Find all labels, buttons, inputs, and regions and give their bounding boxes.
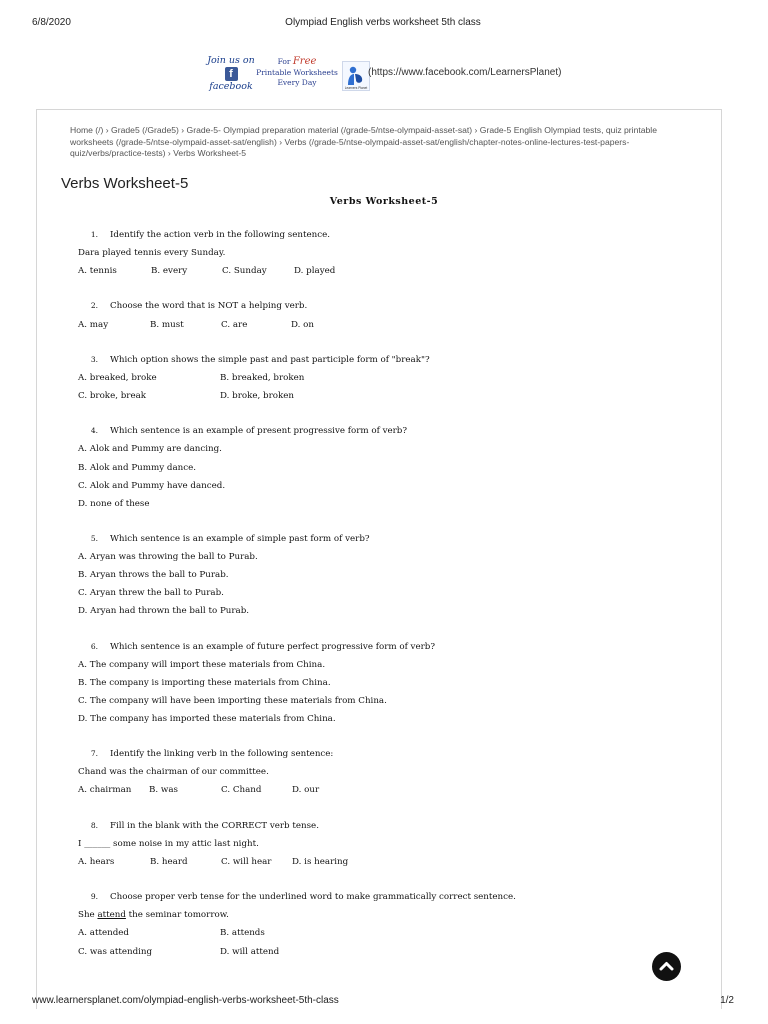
question-prompt [78,226,668,244]
options-row [78,924,668,942]
option-b: B. attends [220,928,265,939]
question-5 [78,530,668,620]
option-c: C. Alok and Pummy have danced. [78,480,226,491]
question-prompt [78,351,668,369]
question-text: Identify the linking verb in the following sentence: [110,749,334,760]
option-c: C. Chand [221,785,262,796]
option-a: A. attended [78,928,129,939]
facebook-url-link[interactable]: (https://www.facebook.com/LearnersPlanet) [368,67,562,78]
question-text: Which sentence is an example of present progressive form of verb? [110,426,407,437]
option-b: B. must [150,319,184,330]
question-3 [78,351,668,405]
options-row [78,943,668,961]
option-a: A. The company will import these materials from China. [78,659,326,670]
question-prompt [78,888,668,906]
question-prompt [78,530,668,548]
question-text: Identify the action verb in the following sentence. [110,230,330,240]
free-label: Free [292,56,317,67]
question-stem: Dara played tennis every Sunday. [78,248,226,259]
question-number: 5. [90,533,98,543]
option-b: B. The company is importing these materials from China. [78,677,331,688]
question-prompt [78,422,668,440]
option-d: D. on [291,319,315,330]
scroll-to-top-button[interactable] [652,952,681,981]
question-text: Choose the word that is NOT a helping verb. [110,301,308,312]
option-d: D. broke, broken [220,391,294,402]
question-number: 9. [90,892,98,902]
option-a: A. Alok and Pummy are dancing. [78,444,222,455]
question-7 [78,745,668,799]
question-stem [78,906,668,924]
option-a: A. Aryan was throwing the ball to Purab. [78,552,258,563]
free-worksheets-text [254,57,340,89]
question-number: 1. [90,230,98,239]
question-8 [78,817,668,871]
options-row [78,262,668,280]
question-number: 2. [90,301,98,311]
option-b: B. every [151,266,188,277]
option-b: B. heard [150,856,188,867]
question-number: 3. [90,354,98,364]
option-d: D. is hearing [292,856,349,867]
logo-caption: Learners Planet [344,86,368,90]
chevron-up-icon [658,958,675,975]
options-row [78,781,668,799]
breadcrumb[interactable]: Home (/) › Grade5 (/Grade5) › Grade-5- Olympiad preparation material (/grade-5/ntse-olympaid-asset-sat) › Grade-5 English Olympiad tests, quiz printable worksheets (/grade-5/ntse-olympaid-asset-sat/english) › Verbs (/grade-5/ntse-olympaid-asset-sat/english/chapter-notes-online-lectures-test-papers-quiz/verbs/practice-tests) › Verbs Worksheet-5 [70,125,657,158]
page-title: Verbs Worksheet-5 [61,175,189,192]
option-d: D. played [294,266,336,277]
option-d: D. none of these [78,498,150,509]
question-prompt [78,297,668,315]
option-c: C. The company will have been importing these materials from China. [78,695,387,706]
question-prompt [78,745,668,763]
print-footer [32,995,734,1009]
option-c: C. are [221,319,248,330]
worksheet-title: Verbs Worksheet-5 [329,196,439,207]
option-b: B. Aryan throws the ball to Purab. [78,570,229,581]
question-number: 7. [90,749,98,759]
option-d: D. The company has imported these materials from China. [78,714,336,724]
question-text: Fill in the blank with the CORRECT verb tense. [110,820,319,831]
every-day-label: Every Day [277,78,317,87]
question-list [78,226,668,978]
question-text: Which sentence is an example of future perfect progressive form of verb? [110,641,435,652]
facebook-banner[interactable] [204,55,369,95]
question-stem: I ______ some noise in my attic last night. [78,838,259,849]
question-stem: Chand was the chairman of our committee. [78,767,269,778]
option-c: C. was attending [78,946,153,957]
question-6 [78,638,668,728]
question-text: Which option shows the simple past and past participle form of "break"? [110,354,430,365]
learners-planet-logo [342,61,370,91]
question-prompt [78,638,668,656]
option-c: C. Sunday [222,266,267,277]
option-d: D. Aryan had thrown the ball to Purab. [78,606,250,617]
underlined-word: attend [97,910,126,921]
page-url: www.learnersplanet.com/olympiad-english-verbs-worksheet-5th-class [32,995,339,1006]
option-a: A. may [78,319,109,330]
question-prompt [78,817,668,835]
option-b: B. Alok and Pummy dance. [78,462,197,473]
question-text: Which sentence is an example of simple past form of verb? [110,533,370,544]
option-a: A. chairman [78,785,132,796]
option-b: B. breaked, broken [220,372,305,383]
question-4 [78,422,668,512]
option-a: A. hears [78,856,115,867]
stem-before: She [78,910,98,921]
options-row [78,316,668,334]
question-number: 6. [90,641,98,651]
option-b: B. was [149,785,178,796]
option-d: D. our [292,785,320,796]
option-c: C. broke, break [78,391,147,402]
page-number: 1/2 [720,995,734,1006]
question-number: 8. [90,820,98,830]
stem-after: the seminar tomorrow. [125,910,229,921]
print-header [32,17,734,31]
options-row [78,387,668,405]
join-us-on-label: Join us on [207,55,255,66]
option-c: C. will hear [221,856,272,867]
print-page-title: Olympiad English verbs worksheet 5th class [285,17,481,28]
option-c: C. Aryan threw the ball to Purab. [78,588,224,599]
question-1 [78,226,668,280]
option-a: A. breaked, broke [78,372,157,383]
options-row [78,853,668,871]
option-a: A. tennis [78,266,117,277]
print-date: 6/8/2020 [32,17,71,28]
facebook-icon: f [225,67,238,81]
question-2 [78,297,668,333]
printable-worksheets-label: Printable Worksheets [256,67,338,77]
option-d: D. will attend [220,946,280,957]
options-row [78,369,668,387]
for-label: For [277,57,291,66]
question-number: 4. [90,426,98,436]
join-facebook-badge[interactable] [206,55,256,92]
facebook-label: facebook [209,81,253,92]
question-text: Choose proper verb tense for the underlined word to make grammatically correct sentence. [110,892,516,903]
question-9 [78,888,668,960]
